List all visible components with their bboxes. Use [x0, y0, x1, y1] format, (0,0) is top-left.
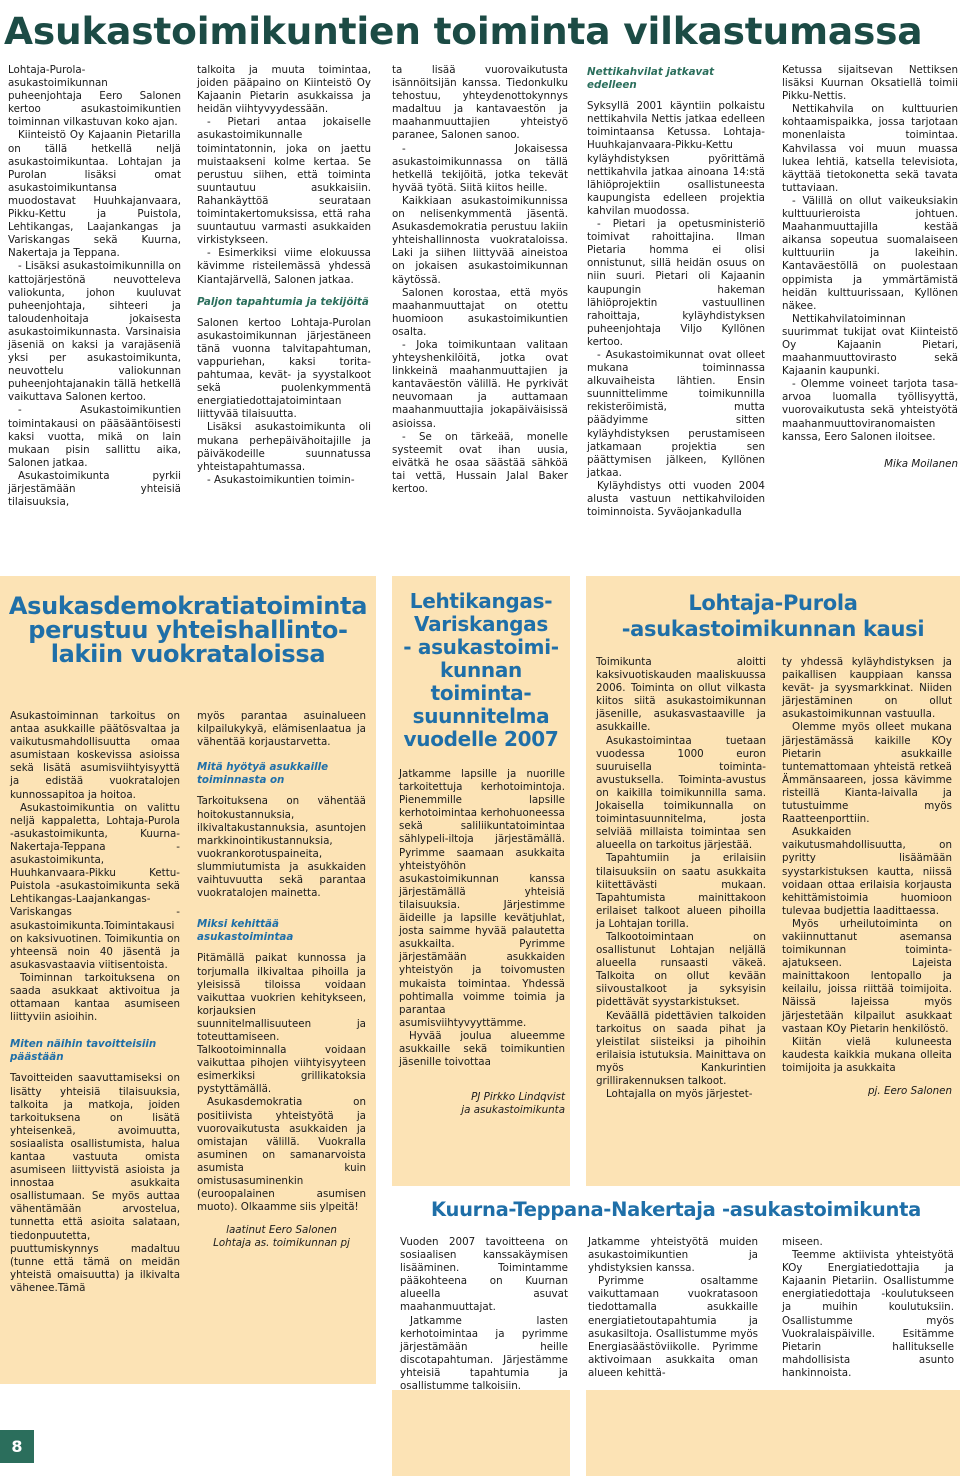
- article-column-4: [587, 64, 765, 554]
- paragraph: Kiitän vielä kuluneesta kaudesta kaikkia mukana olleita toimijoita ja asukkaita: [782, 1035, 952, 1074]
- paragraph: Asukastoimikuntia on valittu neljä kappaletta, Lohtaja-Purola -asukastoimikunta, Kuurna-Nakertaja-Teppana -asukastoimikunta, Huuhkanvaara-Pikku Kettu-Puistola -asukastoimikunta sekä Lehtikangas-Laajankangas-Variskangas -asukastoimikunta.Toimintakausi on kaksivuotinen. Toimikuntia on yhteensä noin 40 jäsentä ja asukasvastaavia viitisentoista.: [10, 801, 180, 971]
- paragraph: - Pietari antaa jokaiselle asukastoimikunnalle toimintatonnin, joka on jaettu muistaakseni kolme kertaa. Se perustuu siihen, että toiminta suuntautuu asukkaisiin. Rahankäyttöä seurataan toimintakertomuksissa, että raha suuntautuu varmasti asukkaiden virkistykseen.: [197, 116, 371, 247]
- box2-signature: [399, 1091, 565, 1117]
- paragraph: Jatkamme lapsille ja nuorille tarkoitettuja kerhotoimintoja. Pienemmille lapsille kerhotoimintaa kerhohuoneessa sekä saliliikuntatoimintaa sählypeli-iltoja järjestämällä. Pyrimme saamaan asukkaita yhteistyöhön asukastoimikunnan kanssa järjestämällä yhteisiä tilaisuuksia. Järjestimme äideille ja lapsille kevätjuhlat, josta saimme hyvää palautetta asukkailta. Pyrimme järjestämään asukkaiden yhteistyön ja toivomusten mukaista toimintaa. Yhdessä pohtimalla voimme toimia ja parantaa asumisviihtyvyyttämme.: [399, 768, 565, 1029]
- paragraph: Talkootoimintaan on osallistunut Lohtajan neljällä alueella runsaasti väkeä. Talkoita on ollut kevään siivoustalkoot ja syksyisin pidettävät syystarkistukset.: [596, 930, 766, 1009]
- text-line: vuodelle 2007: [403, 727, 559, 751]
- box1-signature: [197, 1224, 366, 1250]
- paragraph: talkoita ja muuta toimintaa, joiden pääpaino on Kiinteistö Oy Kajaanin Pietarin asukkaissa ja heidän viihtyvyydessään.: [197, 64, 371, 116]
- box-kuurna-teppana: [392, 1186, 960, 1393]
- paragraph: Lohtajalla on myös järjestet-: [606, 1088, 753, 1101]
- paragraph: Tavoitteiden saavuttamiseksi on lisätty yhteisiä tilaisuuksia, talkoita ja matkoja, joiden tarkoituksena on lisätä yhteisenkeä, avoimuutta, sosiaalista osallistumista, halua kantaa vastuuta omista asumiseen liittyvistä asioista ja innostaa asukkaita osallistumaan. Se myös auttaa vähentämään arvostelua, tunnetta että asioita salataan, tiedonpuutetta, puuttumiskynnys madaltuu (tunne että tämä on meidän yhteistä omaisuutta) ja ilkivalta vähenee.Tämä: [10, 1072, 180, 1294]
- headline: Asukastoimikuntien toiminta vilkastumassa: [4, 9, 923, 53]
- text-line: PJ Pirkko Lindqvist: [471, 1091, 565, 1104]
- paragraph: - Asukastoimikuntien toimin-: [207, 473, 355, 486]
- text-line: toiminta-: [430, 681, 532, 705]
- box1-col1-paragraphs: [10, 710, 180, 1024]
- text-line: -asukastoimikunnan kausi: [621, 617, 925, 641]
- article-column-5: [782, 64, 958, 554]
- paragraph: Jatkamme yhteistyötä muiden asukastoimikuntien ja yhdistyksien kanssa.: [588, 1236, 758, 1275]
- box-lohtaja-purola-column-2: [782, 656, 952, 1097]
- box-kuurna-title: Kuurna-Teppana-Nakertaja -asukastoimikunta: [431, 1198, 921, 1221]
- paragraph: Keväällä pidettävien talkoiden tarkoitus on saada pihat ja yleistilat siisteiksi ja pihoihin erilaisia istutuksia. Mainittava on myös Kankurintien grillirakennuksen talkoot.: [596, 1009, 766, 1087]
- paragraph: Kyläyhdistys otti vuoden 2004 alusta vastuun nettikahviloiden toiminnoista. Syväojankadulla: [587, 479, 765, 519]
- col4-paragraphs: [587, 100, 765, 519]
- box-asukasdemokratia-column-1: [10, 710, 180, 1380]
- paragraph: - Asukastoimikuntien toimintakausi on pääsääntöisesti kaksi vuotta, mikä on lain mukaan pisin sallittu aika, Salonen jatkaa.: [8, 404, 181, 469]
- subheading-nettikahvilat: Nettikahvilat jatkavat edelleen: [587, 66, 715, 92]
- box3-col2-paragraphs: [782, 656, 952, 1075]
- paragraph: Salonen korostaa, että myös maahanmuuttajat on otettu huomioon asukastoimikuntien osalta.: [392, 286, 568, 338]
- paragraph: - Olemme voineet tarjota tasa-arvoa luomalla työllisyyttä, vuorovaikutusta sekä yhteistyötä maahanmuuttoviranomaisten kanssa, Eero Salonen iloitsee.: [782, 378, 958, 443]
- paragraph: Toiminnan tarkoituksena on saada asukkaat aktivoitua ja ottamaan kantaa asumiseen liittyviin asioihin.: [10, 971, 180, 1024]
- page-number: 8: [0, 1430, 34, 1463]
- paragraph: - Välillä on ollut vaikeuksiakin kulttuurieroista johtuen. Maahanmuuttajilla kestää aikansa sopeutua suomalaiseen kulttuuriin ja lakeihin. Kantaväestöllä on puolestaan oppimista ja ymmärtämistä heidän kulttuurissaan, Kyllönen näkee.: [782, 194, 958, 312]
- text-line: Lohtaja-Purola: [688, 591, 858, 615]
- paragraph: Tarkoituksena on vähentää hoitokustannuksia, ilkivaltakustannuksia, asuntojen markkinointikustannuksia, vuokrankorotuspaineita, slummiutumista ja asukkaiden vaihtuvuutta sekä parantaa vuokratalojen mainetta.: [197, 795, 366, 900]
- box1-col2-paragraphs: [197, 710, 366, 749]
- paragraph: Jatkamme lasten kerhotoimintaa ja pyrimme järjestämään heille discotapahtuman. Järjestämme yhteisiä tapahtumia ja osallistumme talkoisiin.: [400, 1314, 568, 1393]
- paragraph: ta lisää vuorovaikutusta isännöitsijän kanssa. Tiedonkulku tehostuu, yhteydenottokynnys madaltuu ja kantavaestön ja maahanmuuttajien yhteistyö paranee, Salonen sanoo.: [392, 64, 568, 142]
- text-line: perustuu yhteishallinto-: [28, 616, 348, 644]
- col2-paragraphs-a: [197, 64, 371, 287]
- box-kuurna-column-2: [588, 1236, 758, 1386]
- text-line: lakiin vuokrataloissa: [50, 640, 326, 668]
- text-line: suunnitelma: [412, 704, 550, 728]
- paragraph: Nettikahvilatoiminnan suurimmat tukijat ovat Kiinteistö Oy Kajaanin Pietari, maahanmuuttovirasto sekä Kajaanin kaupunki.: [782, 312, 958, 378]
- paragraph: Asukastoimikunta pyrkii järjestämään yhteisiä tilaisuuksia,: [8, 469, 181, 509]
- paragraph: - Esimerkiksi viime elokuussa kävimme risteilemässä yhdessä Kiantajärvellä, Salonen jatkaa.: [197, 247, 371, 286]
- paragraph: Asukkaiden vaikutusmahdollisuutta, on pyritty lisäämään syystarkistuksen kautta, niissä voidaan ottaa erilaisia korjausta kehittämistoimia huomioon tulevaa budjettia laadittaessa.: [782, 826, 952, 917]
- paragraph: Kiinteistö Oy Kajaanin Pietarilla on tällä hetkellä neljä asukastoimikuntaa. Lohtajan ja Purolan lisäksi omat asukastoimikuntansa muodostavat Huuhkajanvaara, Pikku-Kettu ja Puistola, Lehtikangas, Laajankangas ja Variskangas sekä Kuurna, Nakertaja ja Teppana.: [8, 129, 181, 260]
- paragraph: Asukastoimintaa tuetaan vuodessa 1000 euron suuruisella toiminta-avustuksella. Toiminta-avustus on kaikilla toimikunnilla sama. Jokaisella toimikunnalla on toimintasuunnitelma, josta selviää millaista toimintaa sen alueella on tarkoitus järjestää.: [596, 734, 766, 852]
- paragraph: - Jokaisessa asukastoimikunnassa on tällä hetkellä tekijöitä, jotka tekevät hyvää työtä. Siitä kiitos heille.: [392, 142, 568, 194]
- paragraph: Pitämällä paikat kunnossa ja torjumalla ilkivaltaa pihoilla ja yleisissä tiloissa voidaan vaikuttaa vuokrien kehitykseen, korjauksien suunnitelmallisuuteen ja toteuttamiseen. Talkootoiminnalla voidaan vaikuttaa pihojen viihtyisyyteen esimerkiksi grillikatoksia pystyttämällä.: [197, 952, 366, 1096]
- text-line: ja asukastoimikunta: [461, 1104, 565, 1117]
- paragraph: ty yhdessä kyläyhdistyksen ja paikallisen kauppiaan kanssa kevät- ja syysmarkkinat. Niiden järjestäminen on ollut asukastoimikunnan vastuulla.: [782, 656, 952, 721]
- paragraph: - Joka toimikuntaan valitaan yhteyshenkilöitä, jotka ovat linkkeinä maahanmuuttajien ja kantaväestön välillä. He pyrkivät neuvomaan ja auttamaan maahanmuuttajia jokapäiväisissä asioissa.: [392, 338, 568, 430]
- paragraph: Asukastoiminnan tarkoitus on antaa asukkaille päätösvaltaa ja vaikutusmahdollisuutta omaa asumistaan koskevissa asioissa sekä lisätä asumisviihtyisyyttä ja edistää vuokratalojen kunnossapitoa ja hoitoa.: [10, 710, 180, 801]
- text-line: Lehtikangas-: [409, 589, 553, 613]
- paragraph: Olemme myös olleet mukana järjestämässä kaikille KOy Pietarin asukkaille tuntemattomaan yhteistä retkeä Ämmänsaareen, jossa kävimme risteillä Kianta-laivalla ja tutustuimme myös Raatteenporttiin.: [782, 721, 952, 826]
- paragraph: Salonen kertoo Lohtaja-Purolan asukastoimikunnan järjestäneen tänä vuonna talvitapahtuman, vappuriehan, kaksi torita-pahtumaa, kevät- ja syystalkoot sekä puolenkymmentä energiatiedottajatoimintaan liittyvää tilaisuutta.: [197, 316, 371, 421]
- box3-col1-paragraphs: [596, 656, 766, 1101]
- article-column-3: [392, 64, 568, 554]
- subheading-mita-hyotya: Mitä hyötyä asukkaille toiminnasta on: [197, 761, 329, 787]
- paragraph: Tapahtumiin ja erilaisiin tilaisuuksiin on saatu asukkaita kiitettävästi mukaan. Tapahtumista mainittakoon erilaiset talkoot alueen pihoilla ja Lohtajan torilla.: [596, 852, 766, 930]
- paragraph: Nettikahvila on kulttuurien kohtaamispaikka, jossa tarjotaan monenlaista toimintaa. Kahvilassa voi muun muassa lukea lehtiä, katsella televisiota, käyttää tietokonetta sekä tavata tuttaviaan.: [782, 103, 958, 194]
- box-lohtaja-purola-title: [590, 590, 956, 642]
- box-asukasdemokratia-column-2: [197, 710, 366, 1380]
- box-lohtaja-purola-column-1: [596, 656, 766, 1101]
- paragraph: Kaikkiaan asukastoimikunnissa on nelisenkymmentä jäsentä. Asukasdemokratia perustuu lakiin yhteishallinnosta vuokrataloissa. Laki ja siihen liittyvää aineistoa on jokaisen asukastoimikunnan käytössä.: [392, 194, 568, 286]
- paragraph: miseen.: [782, 1236, 823, 1248]
- text-line: - asukastoimi-: [403, 635, 559, 659]
- paragraph: Toimikunta aloitti kaksivuotiskauden maaliskuussa 2006. Toiminta on ollut vilkasta kiitos siitä asukastoimikunnan jäsenille, asukasvastaaville ja asukkaille.: [596, 656, 766, 734]
- paragraph: Asukasdemokratia on positiivista yhteistyötä ja vuorovaikutusta asukkaiden ja omistajan välillä. Vuokralla asuminen on samanarvoista asumista kuin omistusasuminenkin (euroopalainen asumisen muoto). Olkaamme siis ylpeitä!: [197, 1096, 366, 1214]
- paragraph: Myös urheilutoiminta on vakiinnuttanut asemansa toimikunnan toiminta-ajatukseen. Lajeista mainittakoon lentopallo ja keilailu, joissa riittää toimijoita. Näissä lajeissa myös järjestetään kilpailut asukkaat vastaan KOy Pietarin henkilöstö.: [782, 917, 952, 1035]
- box-lehtikangas-title: [396, 590, 566, 751]
- paragraph: Pyrimme osaltamme vaikuttamaan vuokratasoon tiedottamalla asukkaille energiatietoutapahtumia ja asukasiltoja. Osallistumme myös Energiasäästöviikolle. Pyrimme aktivoimaan asukkaita oman alueen kehittä-: [588, 1275, 758, 1379]
- box-asukasdemokratia: [0, 576, 376, 1384]
- paragraph: Syksyllä 2001 käyntiin polkaistu nettikahvila Nettis jatkaa edelleen toimintaansa Ketussa. Lohtaja-Huuhkajanvaara-Pikku-Kettu kyläyhdistyksen pyörittämä nettikahvila jatkaa ainoana 14:stä lähiöprojektiin osallistuneesta kaupungista edelleen projektia kahvilan muodossa.: [587, 100, 765, 217]
- paragraph: Ketussa sijaitsevan Nettiksen lisäksi Kuurnan Oksatiellä toimii Pikku-Nettis.: [782, 64, 958, 103]
- box-kuurna-column-1: [400, 1236, 568, 1393]
- paragraph: Hyvää joulua alueemme asukkaille sekä toimikuntien jäsenille toivottaa: [399, 1029, 565, 1069]
- box2-paragraphs: [399, 768, 565, 1069]
- paragraph: - Asukastoimikunnat ovat olleet mukana toiminnassa alkuvaiheista lähtien. Ensin suunnittelimme toimikunnilla rekisteröimistä, mutta päädyimme sitten kyläyhdistyksen perustamiseen jatkamaan projektia sen päättymisen jälkeen, Kyllönen jatkaa.: [587, 348, 765, 479]
- col2-paragraphs-b: [197, 317, 371, 487]
- paragraph: - Lisäksi asukastoimikunnilla on kattojärjestönä neuvotteleva valiokunta, johon kuuluvat puheenjohtaja, sihteeri ja taloudenhoitaja jokaisesta asukastoimikunnasta. Varsinaisia jäseniä on kaksi ja varajäseniä yksi per asukastoimikunta, neuvottelu valiokunnan puheenjohtajanakin tällä hetkellä vaikuttava Salonen kertoo.: [8, 260, 181, 404]
- subheading-miksi-kehittaa: Miksi kehittää asukastoimintaa: [197, 918, 294, 944]
- paragraph: Lohtaja-Purola-asukastoimikunnan puheenjohtaja Eero Salonen kertoo asukastoimikuntien toiminnan vilkastuvan koko ajan.: [8, 64, 181, 129]
- author-signature: Mika Moilanen: [884, 457, 958, 470]
- box3-signature: pj. Eero Salonen: [868, 1085, 952, 1097]
- text-line: Lohtaja as. toimikunnan pj: [213, 1237, 350, 1250]
- article-column-1: [8, 64, 181, 554]
- text-line: Variskangas: [414, 612, 548, 636]
- paragraph: - Pietari ja opetusministeriö toimivat rahoittajina. Ilman Pietaria homma ei olisi onnistunut, sillä heidän osuus on niin suuri. Pietari oli Kajaanin kaupungin hakeman lähiöprojektin vastuullinen rahoittaja, kyläyhdistyksen puheenjohtaja Viljo Kyllönen kertoo.: [587, 218, 765, 348]
- text-line: Asukasdemokratiatoiminta: [8, 592, 368, 620]
- paragraph: myös parantaa asuinalueen kilpailukykyä, elämisenlaatua ja vähentää korjaustarvetta.: [197, 710, 366, 749]
- article-column-2: [197, 64, 371, 554]
- paragraph: Teemme aktiivista yhteistyötä KOy Energiatiedottajia ja Kajaanin Pietariin. Osallistumme energiatiedottaja -koulutukseen ja muihin koulutuksiin. Osallistumme myös Vuokralaispäiville. Esitämme Pietarin hallitukselle mahdollisista asunto hankinnoista.: [782, 1249, 954, 1379]
- box1-col2c-paragraphs: [197, 952, 366, 1214]
- box1-col1b-paragraphs: [10, 1072, 180, 1295]
- col5-paragraphs: [782, 64, 958, 444]
- paragraph: Lisäksi asukastoimikunta oli mukana perhepäivähoitajille ja päiväkodeille suunnatussa yhteistapahtumassa.: [197, 421, 371, 473]
- text-line: laatinut Eero Salonen: [226, 1224, 337, 1237]
- box-asukasdemokratia-title: [6, 594, 370, 666]
- paragraph: Vuoden 2007 tavoitteena on sosiaalisen kanssakäymisen lisääminen. Toimintamme pääkohteena on Kuurnan alueella asuvat maahanmuuttajat.: [400, 1236, 568, 1314]
- box-kuurna-column-3: [782, 1236, 954, 1386]
- subheading-paljon-tapahtumia: Paljon tapahtumia ja tekijöitä: [197, 295, 369, 308]
- paragraph: - Se on tärkeää, monelle systeemit ovat ihan uusia, eivätkä he osaa säästää sähköä tai vettä, Hussain Jalal Baker kertoo.: [392, 430, 568, 495]
- text-line: kunnan: [440, 658, 522, 682]
- subheading-miten-naihin: Miten näihin tavoitteisiin päästään: [10, 1038, 157, 1064]
- box1-col2b-paragraphs: [197, 795, 366, 900]
